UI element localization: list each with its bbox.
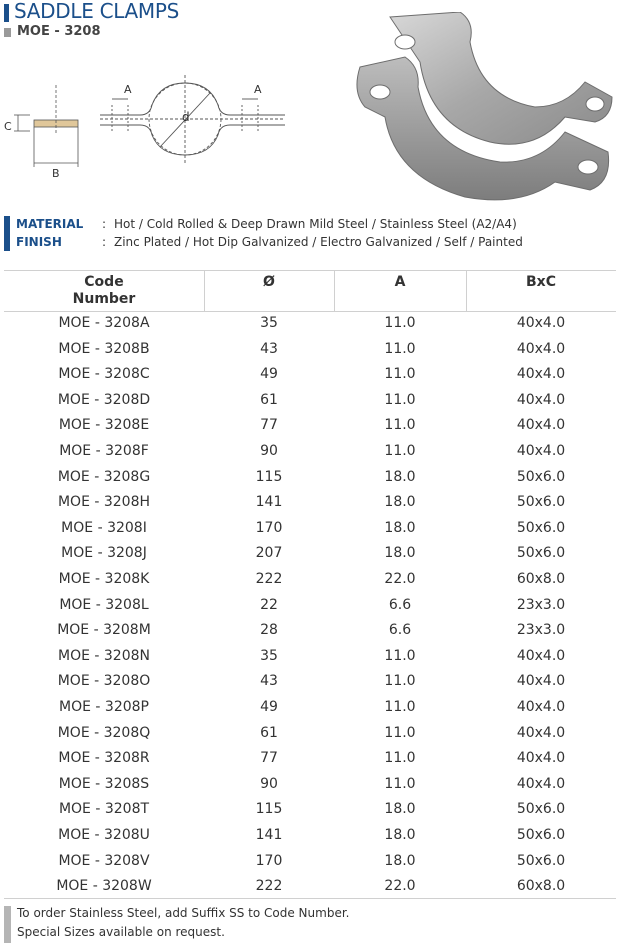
finish-value: Zinc Plated / Hot Dip Galvanized / Electro Galvanized / Self / Painted xyxy=(114,235,523,249)
cell-code: MOE - 3208M xyxy=(57,622,151,639)
subtitle-accent-bar xyxy=(4,28,11,37)
cell-a: 11.0 xyxy=(384,750,416,767)
cell-code: MOE - 3208S xyxy=(58,775,150,792)
cell-a: 18.0 xyxy=(384,852,416,869)
side-view xyxy=(14,85,78,167)
table-row xyxy=(4,772,616,797)
dim-a-right-label: A xyxy=(254,83,262,96)
cell-dia: 115 xyxy=(255,468,283,485)
footer-accent-bar xyxy=(4,906,11,943)
saddle-clamp-illustration xyxy=(350,12,620,202)
cell-bxc: 50x6.0 xyxy=(516,519,566,536)
cell-bxc: 40x4.0 xyxy=(516,366,566,383)
finish-row xyxy=(16,235,523,249)
table-row xyxy=(4,362,616,387)
cell-dia: 141 xyxy=(255,827,283,843)
table-row xyxy=(4,746,616,771)
cell-code: MOE - 3208H xyxy=(57,494,151,511)
cell-dia: 170 xyxy=(255,519,283,536)
dim-a-left-label: A xyxy=(124,83,132,96)
table-row xyxy=(4,413,616,438)
cell-bxc: 23x3.0 xyxy=(516,622,566,639)
cell-bxc: 50x6.0 xyxy=(516,801,566,818)
cell-dia: 115 xyxy=(255,801,283,818)
footer-note-stainless: To order Stainless Steel, add Suffix SS to Code Number. xyxy=(17,906,350,920)
cell-a: 6.6 xyxy=(388,622,412,639)
cell-dia: 141 xyxy=(255,494,283,511)
cell-a: 11.0 xyxy=(384,315,416,331)
cell-code: MOE - 3208G xyxy=(57,468,151,485)
title-accent-bar xyxy=(4,4,9,22)
cell-code: MOE - 3208K xyxy=(58,571,150,587)
cell-dia: 77 xyxy=(260,417,278,434)
cell-a: 11.0 xyxy=(384,391,416,408)
cell-bxc: 50x6.0 xyxy=(516,545,566,562)
cell-code: MOE - 3208D xyxy=(57,391,151,408)
cell-dia: 90 xyxy=(260,775,278,792)
cell-bxc: 40x4.0 xyxy=(516,391,566,408)
material-row xyxy=(16,217,517,231)
material-colon: : xyxy=(102,217,107,231)
header-a: A xyxy=(394,274,406,290)
cell-a: 11.0 xyxy=(384,647,416,664)
table-row xyxy=(4,337,616,362)
cell-bxc: 50x6.0 xyxy=(516,827,566,843)
table-row xyxy=(4,721,616,746)
cell-a: 11.0 xyxy=(384,724,416,741)
cell-dia: 222 xyxy=(255,878,283,895)
table-row xyxy=(4,593,616,618)
page-subtitle: MOE - 3208 xyxy=(17,24,101,39)
cell-code: MOE - 3208R xyxy=(58,750,150,767)
cell-bxc: 40x4.0 xyxy=(516,673,566,690)
cell-code: MOE - 3208P xyxy=(59,699,149,715)
technical-drawing xyxy=(0,75,330,185)
cell-a: 18.0 xyxy=(384,494,416,511)
cell-bxc: 40x4.0 xyxy=(516,443,566,459)
table-row xyxy=(4,516,616,541)
cell-dia: 49 xyxy=(260,366,278,383)
finish-key: FINISH xyxy=(16,235,62,249)
cell-code: MOE - 3208L xyxy=(59,596,149,613)
cell-bxc: 40x4.0 xyxy=(516,775,566,792)
cell-code: MOE - 3208O xyxy=(57,673,151,690)
header-diameter: Ø xyxy=(263,274,275,290)
cell-dia: 90 xyxy=(260,443,278,459)
cell-code: MOE - 3208I xyxy=(61,519,147,536)
cell-dia: 35 xyxy=(260,647,278,664)
table-row xyxy=(4,849,616,874)
cell-a: 22.0 xyxy=(384,878,416,895)
cell-a: 22.0 xyxy=(384,571,416,587)
cell-code: MOE - 3208N xyxy=(58,647,150,664)
cell-a: 18.0 xyxy=(384,827,416,843)
cell-dia: 207 xyxy=(255,545,283,562)
cell-a: 11.0 xyxy=(384,340,416,357)
table-bottom-border xyxy=(4,898,616,899)
cell-code: MOE - 3208A xyxy=(58,315,150,331)
table-row xyxy=(4,695,616,720)
cell-code: MOE - 3208V xyxy=(58,852,150,869)
cell-code: MOE - 3208T xyxy=(58,801,150,818)
table-row xyxy=(4,644,616,669)
cell-a: 18.0 xyxy=(384,801,416,818)
cell-code: MOE - 3208C xyxy=(58,366,150,383)
cell-code: MOE - 3208E xyxy=(58,417,150,434)
cell-a: 18.0 xyxy=(384,519,416,536)
cell-dia: 35 xyxy=(260,315,278,331)
table-row xyxy=(4,567,616,592)
cell-code: MOE - 3208J xyxy=(61,545,147,562)
cell-code: MOE - 3208W xyxy=(56,878,152,895)
cell-dia: 28 xyxy=(260,622,278,639)
table-row xyxy=(4,311,616,336)
cell-code: MOE - 3208B xyxy=(58,340,150,357)
spec-table xyxy=(4,270,616,899)
table-row xyxy=(4,874,616,899)
cell-dia: 49 xyxy=(260,699,278,715)
table-row xyxy=(4,669,616,694)
cell-bxc: 40x4.0 xyxy=(516,340,566,357)
cell-bxc: 50x6.0 xyxy=(516,468,566,485)
cell-bxc: 40x4.0 xyxy=(516,315,566,331)
header-bxc: BxC xyxy=(526,274,556,290)
cell-bxc: 40x4.0 xyxy=(516,417,566,434)
table-row xyxy=(4,823,616,848)
cell-a: 11.0 xyxy=(384,443,416,459)
table-row xyxy=(4,465,616,490)
material-key: MATERIAL xyxy=(16,217,84,231)
cell-dia: 170 xyxy=(255,852,283,869)
cell-dia: 77 xyxy=(260,750,278,767)
page-title: SADDLE CLAMPS xyxy=(14,0,180,23)
cell-code: MOE - 3208F xyxy=(59,443,149,459)
dim-c-label: C xyxy=(4,120,12,133)
table-row xyxy=(4,439,616,464)
finish-colon: : xyxy=(102,235,107,249)
table-row xyxy=(4,618,616,643)
cell-code: MOE - 3208Q xyxy=(57,724,151,741)
footer-note-special: Special Sizes available on request. xyxy=(17,925,225,939)
cell-a: 18.0 xyxy=(384,468,416,485)
header-code-line2: Number xyxy=(72,291,136,307)
cell-dia: 22 xyxy=(260,596,278,613)
cell-dia: 43 xyxy=(260,340,278,357)
cell-dia: 61 xyxy=(260,391,278,408)
cell-bxc: 60x8.0 xyxy=(516,571,566,587)
cell-bxc: 23x3.0 xyxy=(516,596,566,613)
dim-b-label: B xyxy=(52,167,60,180)
header-code-line1: Code xyxy=(84,274,124,290)
specs-accent-bar xyxy=(4,216,10,251)
cell-dia: 222 xyxy=(255,571,283,587)
cell-code: MOE - 3208U xyxy=(58,827,150,843)
header-code xyxy=(4,274,204,308)
cell-a: 11.0 xyxy=(384,366,416,383)
cell-a: 11.0 xyxy=(384,699,416,715)
cell-a: 6.6 xyxy=(388,596,412,613)
cell-dia: 43 xyxy=(260,673,278,690)
table-row xyxy=(4,388,616,413)
cell-a: 11.0 xyxy=(384,775,416,792)
table-row xyxy=(4,490,616,515)
cell-a: 18.0 xyxy=(384,545,416,562)
table-row xyxy=(4,541,616,566)
cell-bxc: 50x6.0 xyxy=(516,494,566,511)
table-row xyxy=(4,797,616,822)
cell-bxc: 40x4.0 xyxy=(516,647,566,664)
cell-bxc: 40x4.0 xyxy=(516,724,566,741)
dim-d-label: d xyxy=(182,110,190,124)
cell-bxc: 50x6.0 xyxy=(516,852,566,869)
cell-a: 11.0 xyxy=(384,417,416,434)
cell-dia: 61 xyxy=(260,724,278,741)
cell-bxc: 60x8.0 xyxy=(516,878,566,895)
material-value: Hot / Cold Rolled & Deep Drawn Mild Steel / Stainless Steel (A2/A4) xyxy=(114,217,517,231)
cell-bxc: 40x4.0 xyxy=(516,699,566,715)
table-top-border xyxy=(4,270,616,271)
cell-a: 11.0 xyxy=(384,673,416,690)
cell-bxc: 40x4.0 xyxy=(516,750,566,767)
